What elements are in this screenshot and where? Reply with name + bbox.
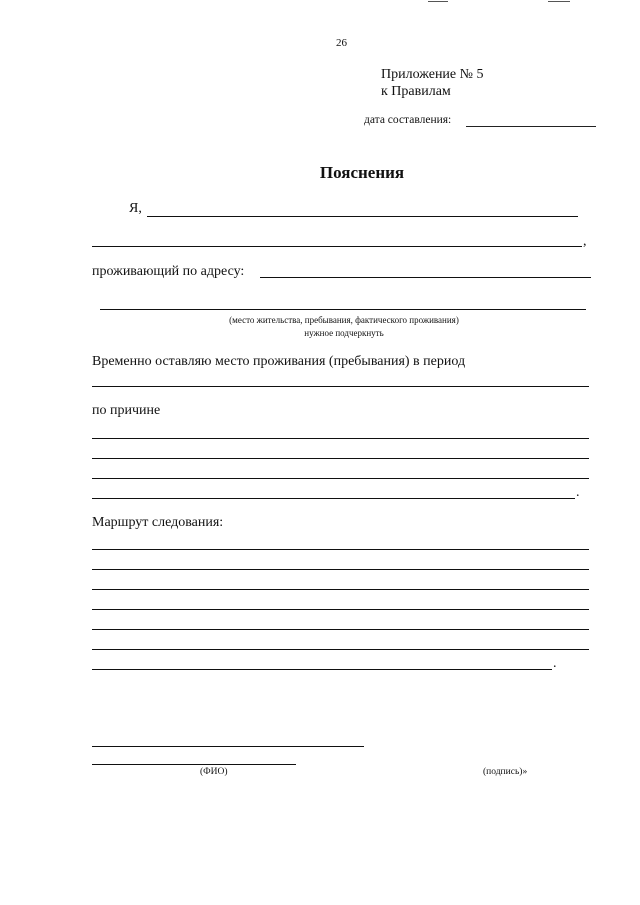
appendix-line-1: Приложение № 5: [381, 67, 484, 82]
reason-field-line-2[interactable]: [92, 458, 589, 459]
address-note: (место жительства, пребывания, фактического проживания): [229, 315, 459, 325]
reason-field-line-1[interactable]: [92, 438, 589, 439]
reason-label: по причине: [92, 403, 161, 418]
period-label: Временно оставляю место проживания (пребывания) в период: [92, 354, 466, 369]
route-label: Маршрут следования:: [92, 515, 224, 530]
appendix-line-2: к Правилам: [381, 84, 451, 99]
name-field-line-2[interactable]: [92, 246, 582, 247]
page-title: Пояснения: [319, 163, 405, 182]
route-field-line-3[interactable]: [92, 589, 589, 590]
name-field-line-1[interactable]: [147, 216, 578, 217]
route-field-line-1[interactable]: [92, 549, 589, 550]
route-end-dot: .: [553, 656, 557, 671]
address-label: проживающий по адресу:: [92, 264, 245, 279]
route-field-line-4[interactable]: [92, 609, 589, 610]
signature-line-1[interactable]: [92, 746, 364, 747]
address-note-underline: нужное подчеркнуть: [304, 328, 384, 338]
top-edge-mark-2: [548, 1, 570, 2]
date-field[interactable]: [466, 126, 596, 127]
page-number: 26: [336, 37, 347, 49]
sign-label: (подпись)»: [483, 767, 528, 777]
reason-field-line-3[interactable]: [92, 478, 589, 479]
reason-field-line-4[interactable]: [92, 498, 575, 499]
period-field[interactable]: [92, 386, 589, 387]
route-field-line-7[interactable]: [92, 669, 552, 670]
fio-field[interactable]: [92, 764, 296, 765]
fio-label: (ФИО): [200, 767, 228, 777]
address-field-line-1[interactable]: [260, 277, 591, 278]
route-field-line-2[interactable]: [92, 569, 589, 570]
date-label: дата составления:: [364, 114, 452, 126]
appendix-header: [381, 66, 484, 100]
address-field-line-2[interactable]: [100, 309, 586, 310]
top-edge-mark-1: [428, 1, 448, 2]
name-comma: ,: [583, 234, 587, 249]
i-label: Я,: [129, 201, 142, 216]
route-field-line-5[interactable]: [92, 629, 589, 630]
reason-end-dot: .: [576, 485, 580, 500]
route-field-line-6[interactable]: [92, 649, 589, 650]
